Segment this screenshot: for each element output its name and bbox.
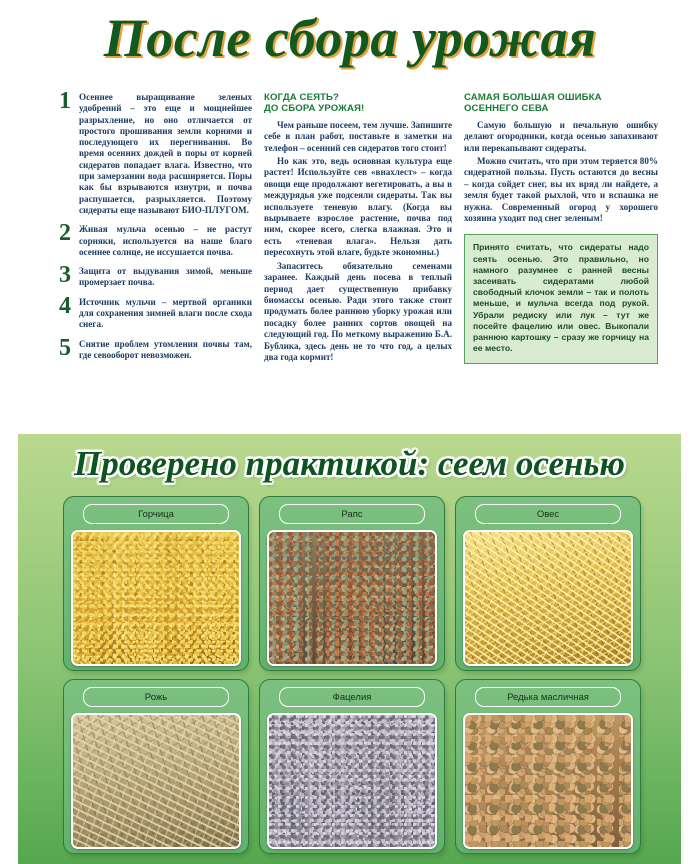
- seed-photo-oats: [463, 530, 633, 666]
- seed-card-mustard[interactable]: [63, 496, 249, 671]
- heading-line-1: КОГДА СЕЯТЬ?: [264, 92, 339, 103]
- list-item-number: 4: [59, 292, 71, 319]
- article-column-2: [264, 92, 452, 365]
- seed-card-label: Редька масличная: [475, 687, 621, 707]
- list-item-text: Защита от выдувания зимой, меньше промерзает почва.: [79, 266, 252, 288]
- seed-photo-rye: [71, 713, 241, 849]
- list-item-text: Снятие проблем утомления почвы там, где севооборот невозможен.: [79, 338, 252, 360]
- panel-title: Проверено практикой: сеем осенью: [74, 444, 625, 483]
- seed-card-rye[interactable]: [63, 679, 249, 854]
- list-item: [59, 334, 252, 362]
- seed-photo-oil-radish: [463, 713, 633, 849]
- seed-card-grid: [63, 496, 641, 862]
- article-column-3: [464, 92, 658, 364]
- list-item-number: 1: [59, 88, 71, 114]
- page-title: После сбора урожая: [103, 8, 597, 68]
- callout-text: Принято считать, что сидераты надо сеять осенью. Это правильно, но намного разумнее с ранней весны засеивать сидератами любой свободный клочок земли – так и полоть меньше, и мульча всегда под рукой. Убрали редиску или лук – тут же посейте фацелию или овес. Выкопали раннюю картошку – сразу же горчицу на ее место.: [473, 242, 649, 354]
- callout-box: [464, 234, 658, 363]
- seed-card-label: Горчица: [83, 504, 229, 524]
- list-item: [59, 292, 252, 331]
- list-item-number: 5: [59, 334, 71, 361]
- seed-card-label: Рапс: [279, 504, 425, 524]
- list-item-text: Живая мульча осенью – не растут сорняки, используется на наше благо осеннее солнце, не иссушается почва.: [79, 224, 252, 257]
- heading-line-1: САМАЯ БОЛЬШАЯ ОШИБКА: [464, 92, 602, 103]
- seed-card-phacelia[interactable]: [259, 679, 445, 854]
- seed-photo-mustard: [71, 530, 241, 666]
- heading-line-2: ОСЕННЕГО СЕВА: [464, 103, 549, 115]
- seed-card-row: [63, 679, 641, 854]
- paragraph: Запаситесь обязательно семенами заранее. Каждый день посева в теплый период дает существенную прибавку биомассы осенью. Ради этого также стоит продумать более раннюю уборку урожая или посадку более ранних сортов овощей на следующий год. По меткому выражению Б.А. Бублика, здесь день не то что год, а целых два года кормит!: [264, 260, 452, 362]
- list-item-number: 2: [59, 220, 71, 247]
- list-item-text: Осеннее выращивание зеленых удобрений – это еще и мощнейшее разрыхление, но оно отличается от простого прошивания земли корнями и последующего их перегнивания. Во время осенних дождей в поры от корней сидератов попадает влага. Известно, что при замерзании вода расширяется. Поры как бы взрываются изнутри, и почва распушается, разрыхляется. Поэтому сидераты еще называют БИО-ПЛУГОМ.: [79, 92, 252, 215]
- section-heading-when-to-sow: [264, 92, 452, 115]
- seed-card-label: Фацелия: [279, 687, 425, 707]
- list-item: [59, 88, 252, 216]
- list-item-text: Источник мульчи – мертвой органики для сохранения зимней влаги после схода снега.: [79, 296, 252, 330]
- seed-card-rapeseed[interactable]: [259, 496, 445, 671]
- seed-photo-rapeseed: [267, 530, 437, 666]
- paragraph: Можно считать, что при этом теряется 80% сидератной пользы. Пусть остаются до весны – когда сойдет снег, вы их вряд ли найдете, а земля будет такой рыхлой, что и вспашка не нужна. Современный огород у хорошего хозяина уходит под снег зеленым!: [464, 156, 658, 224]
- seed-card-label: Рожь: [83, 687, 229, 707]
- paragraph: Самую большую и печальную ошибку делают огородники, когда осенью запахивают или перекапывают сидераты.: [464, 119, 658, 153]
- list-item: [59, 262, 252, 289]
- article-column-1: [59, 88, 252, 369]
- seed-photo-phacelia: [267, 713, 437, 849]
- heading-line-2: ДО СБОРА УРОЖАЯ!: [264, 103, 365, 115]
- list-item-number: 3: [59, 262, 71, 289]
- seed-card-oil-radish[interactable]: [455, 679, 641, 854]
- seed-card-oats[interactable]: [455, 496, 641, 671]
- list-item: [59, 220, 252, 258]
- green-panel: [18, 434, 681, 864]
- numbered-benefits-list: [59, 88, 252, 361]
- paragraph: Но как это, ведь основная культура еще растет! Используйте сев «внахлест» – когда овощи еще продолжают вегетировать, а вы в междурядья уже подсеяли сидераты. Так вы используете теневую влагу. (Когда вы вырываете взрослое растение, почва под ним, скорее всего, слегка влажная. Это и есть «теневая влага». Нельзя дать пересохнуть этой влаге, будьте экономны.): [264, 156, 452, 258]
- seed-card-label: Овес: [475, 504, 621, 524]
- paragraph: Чем раньше посеем, тем лучше. Запишите себе в план работ, поставьте в заметки на телефон – осенний сев сидератов того стоит!: [264, 119, 452, 153]
- section-heading-biggest-mistake: [464, 92, 658, 115]
- article-body: [0, 88, 700, 424]
- seed-card-row: [63, 496, 641, 671]
